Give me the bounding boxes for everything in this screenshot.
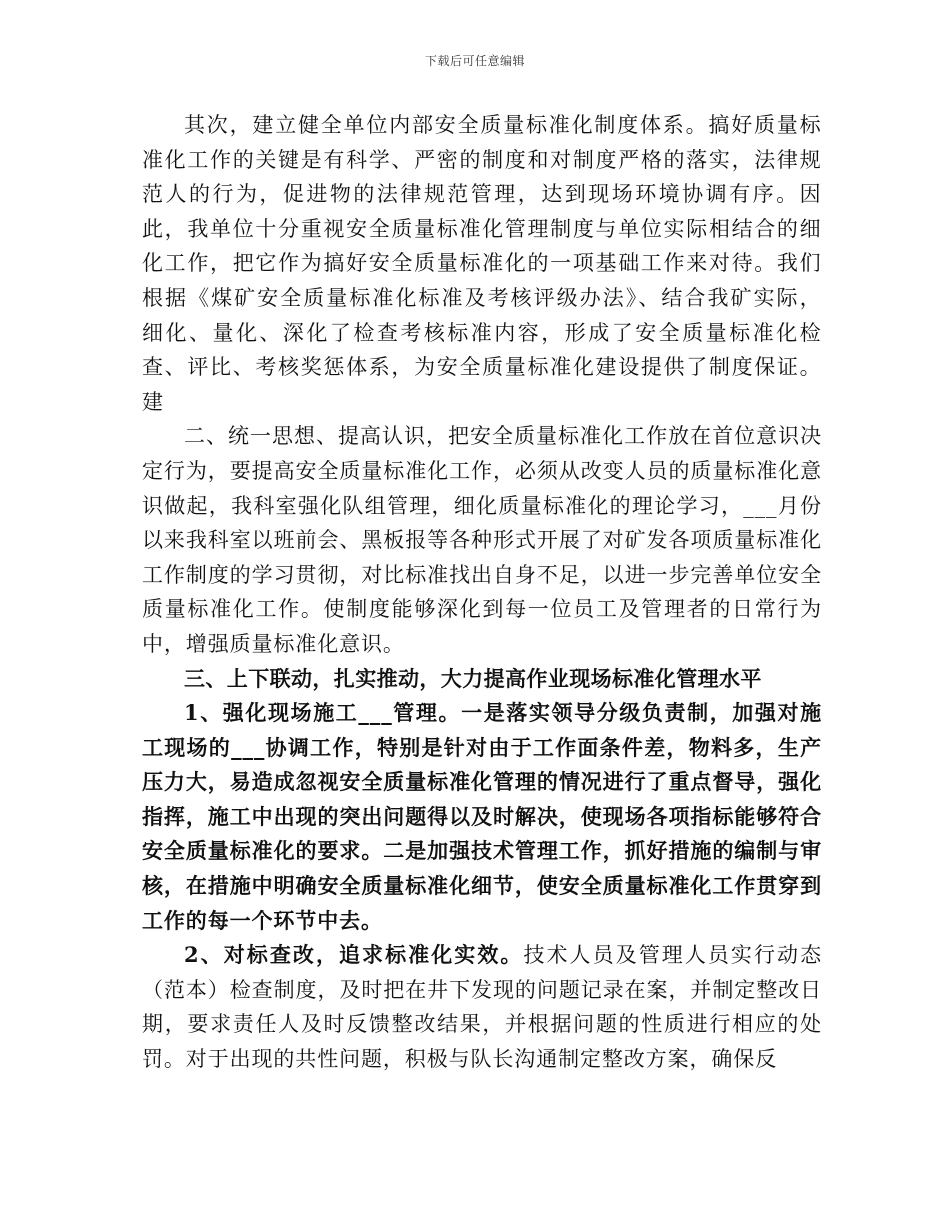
paragraph-benchmark-text: 技术人员及管理人员实行动态（范本）检查制度，及时把在井下发现的问题记录在案，并制定整改日期，要求责任人及时反馈整改结果，并根据问题的性质进行相应的处罚。对于出现的共性问题，积极与队长沟通制定整改方案，确保反 [142, 943, 822, 1072]
paragraph-benchmark-check [142, 938, 822, 1076]
paragraph-unify-thinking: 二、统一思想、提高认识，把安全质量标准化工作放在首位意识决定行为，要提高安全质量标准化工作，必须从改变人员的质量标准化意识做起，我科室强化队组管理，细化质量标准化的理论学习，___月份以来我科室以班前会、黑板报等各种形式开展了对矿发各项质量标准化工作制度的学习贯彻，对比标准找出自身不足，以进一步完善单位安全质量标准化工作。使制度能够深化到每一位员工及管理者的日常行为中，增强质量标准化意识。 [142, 424, 822, 656]
paragraph-institution-building: 其次，建立健全单位内部安全质量标准化制度体系。搞好质量标准化工作的关键是有科学、严密的制度和对制度严格的落实，法律规范人的行为，促进物的法律规范管理，达到现场环境协调有序。因此，我单位十分重视安全质量标准化管理制度与单位实际相结合的细化工作，把它作为搞好安全质量标准化的一项基础工作来对待。我们根据《煤矿安全质量标准化标准及考核评级办法》、结合我矿实际，细化、量化、深化了检查考核标准内容，形成了安全质量标准化检查、评比、考核奖惩体系，为安全质量标准化建设提供了制度保证。建 [142, 113, 822, 414]
paragraph-benchmark-lead: 2、对标查改，追求标准化实效。 [184, 942, 524, 968]
section-heading-three: 三、上下联动，扎实推动，大力提高作业现场标准化管理水平 [184, 665, 762, 691]
page-header: 下载后可任意编辑 [424, 54, 525, 68]
paragraph-site-management: 1、强化现场施工___管理。一是落实领导分级负责制，加强对施工现场的___协调工作，特别是针对由于工作面条件差，物料多，生产压力大，易造成忽视安全质量标准化管理的情况进行了重点督导，强化指挥，施工中出现的突出问题得以及时解决，使现场各项指标能够符合安全质量标准化的要求。二是加强技术管理工作，抓好措施的编制与审核，在措施中明确安全质量标准化细节，使安全质量标准化工作贯穿到工作的每一个环节中去。 [142, 700, 822, 933]
document-body [142, 108, 822, 1077]
